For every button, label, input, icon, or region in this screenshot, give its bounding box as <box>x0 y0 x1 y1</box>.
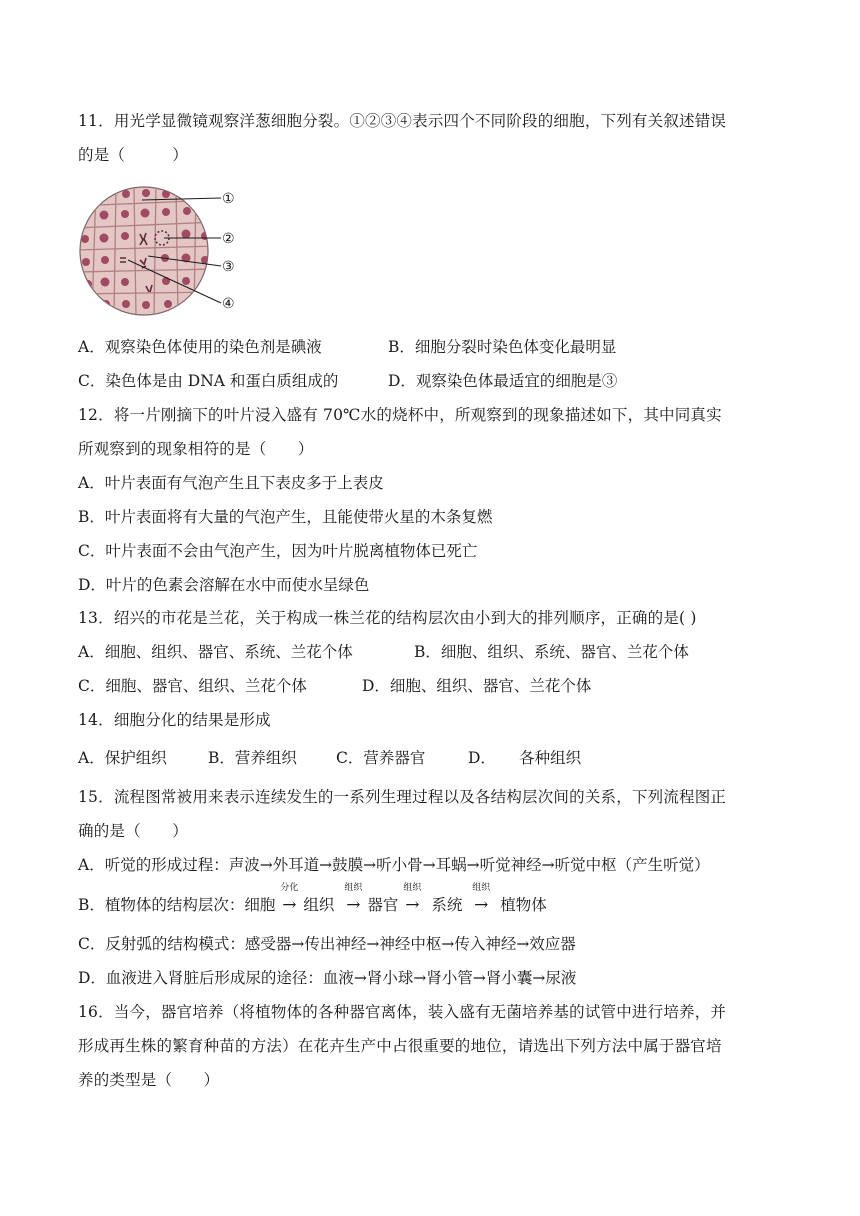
q14-option-b[interactable]: B．营养组织 <box>208 749 297 767</box>
label-4: ④ <box>222 296 235 312</box>
q13-option-d[interactable]: D．细胞、组织、器官、兰花个体 <box>362 677 592 695</box>
q15-option-b-step1: 组织 <box>303 896 335 914</box>
q15-option-b-step2: 器官 <box>367 896 399 914</box>
q16-stem-line3: 养的类型是（ ） <box>78 1071 220 1089</box>
q12-stem-line2: 所观察到的现象相符的是（ ） <box>78 440 314 458</box>
q15-option-b-step4: 植物体 <box>500 896 547 914</box>
arrow-right-icon: 组织 → <box>339 894 367 916</box>
q14-stem: 14．细胞分化的结果是形成 <box>78 711 271 729</box>
q15-option-b[interactable] <box>78 883 547 916</box>
q16-stem-line1: 16．当今，器官培养（将植物体的各种器官离体，装入盛有无菌培养基的试管中进行培养，并 <box>78 1003 727 1021</box>
q15-option-a[interactable]: A．听觉的形成过程：声波→外耳道→鼓膜→听小骨→耳蜗→听觉神经→听觉中枢（产生听觉） <box>78 856 710 874</box>
q14-option-a[interactable]: A．保护组织 <box>78 749 167 767</box>
q16-stem-line2: 形成再生株的繁育种苗的方法）在花卉生产中占很重要的地位，请选出下列方法中属于器官培 <box>78 1037 722 1055</box>
arrow-label-1: 分化 <box>280 883 299 893</box>
q12-stem-line1: 12．将一片刚摘下的叶片浸入盛有 70℃水的烧杯中，所观察到的现象描述如下，其中同真实 <box>78 406 722 424</box>
onion-cell-micrograph <box>76 186 251 316</box>
q15-option-c[interactable]: C．反射弧的结构模式：感受器→传出神经→神经中枢→传入神经→效应器 <box>78 935 576 953</box>
arrow-label-3: 组织 <box>403 883 422 893</box>
label-1: ① <box>222 191 235 207</box>
q13-option-a[interactable]: A．细胞、组织、器官、系统、兰花个体 <box>78 643 353 661</box>
arrow-label-2: 组织 <box>344 883 363 893</box>
q15-option-b-prefix: B．植物体的结构层次：细胞 <box>78 896 276 914</box>
q11-option-d[interactable]: D．观察染色体最适宜的细胞是③ <box>388 372 618 390</box>
q11-option-a[interactable]: A．观察染色体使用的染色剂是碘液 <box>78 338 322 356</box>
arrow-label-4: 组织 <box>472 883 491 893</box>
arrow-right-icon: 分化 → <box>275 894 303 916</box>
q12-option-c[interactable]: C．叶片表面不会由气泡产生，因为叶片脱离植物体已死亡 <box>78 542 478 560</box>
label-2: ② <box>222 231 235 247</box>
field-of-view <box>80 187 208 315</box>
q13-option-c[interactable]: C．细胞、器官、组织、兰花个体 <box>78 677 307 695</box>
q15-option-d[interactable]: D．血液进入肾脏后形成尿的途径：血液→肾小球→肾小管→肾小囊→尿液 <box>78 969 577 987</box>
q15-stem-line1: 15．流程图常被用来表示连续发生的一系列生理过程以及各结构层次间的关系，下列流程图正 <box>78 788 727 806</box>
q13-option-b[interactable]: B．细胞、组织、系统、器官、兰花个体 <box>414 643 689 661</box>
q15-option-b-step3: 系统 <box>431 896 463 914</box>
q13-stem: 13．绍兴的市花是兰花，关于构成一株兰花的结构层次由小到大的排列顺序，正确的是( ) <box>78 609 697 627</box>
q11-stem-line2: 的是（ ） <box>78 146 188 164</box>
q15-stem-line2: 确的是（ ） <box>78 822 188 840</box>
q14-option-c[interactable]: C．营养器官 <box>336 749 426 767</box>
q12-option-a[interactable]: A．叶片表面有气泡产生且下表皮多于上表皮 <box>78 474 384 492</box>
q12-option-d[interactable]: D．叶片的色素会溶解在水中而使水呈绿色 <box>78 576 370 594</box>
q11-option-c[interactable]: C．染色体是由 DNA 和蛋白质组成的 <box>78 372 339 390</box>
q12-option-b[interactable]: B．叶片表面将有大量的气泡产生，且能使带火星的木条复燃 <box>78 508 493 526</box>
q11-option-b[interactable]: B．细胞分裂时染色体变化最明显 <box>388 338 617 356</box>
q11-stem-line1: 11．用光学显微镜观察洋葱细胞分裂。①②③④表示四个不同阶段的细胞，下列有关叙述错误 <box>78 112 727 130</box>
q14-option-d[interactable]: D． 各种组织 <box>468 749 582 767</box>
arrow-right-icon: 组织 → <box>467 894 495 916</box>
arrow-right-icon: 组织 → <box>398 894 426 916</box>
label-3: ③ <box>222 259 235 275</box>
